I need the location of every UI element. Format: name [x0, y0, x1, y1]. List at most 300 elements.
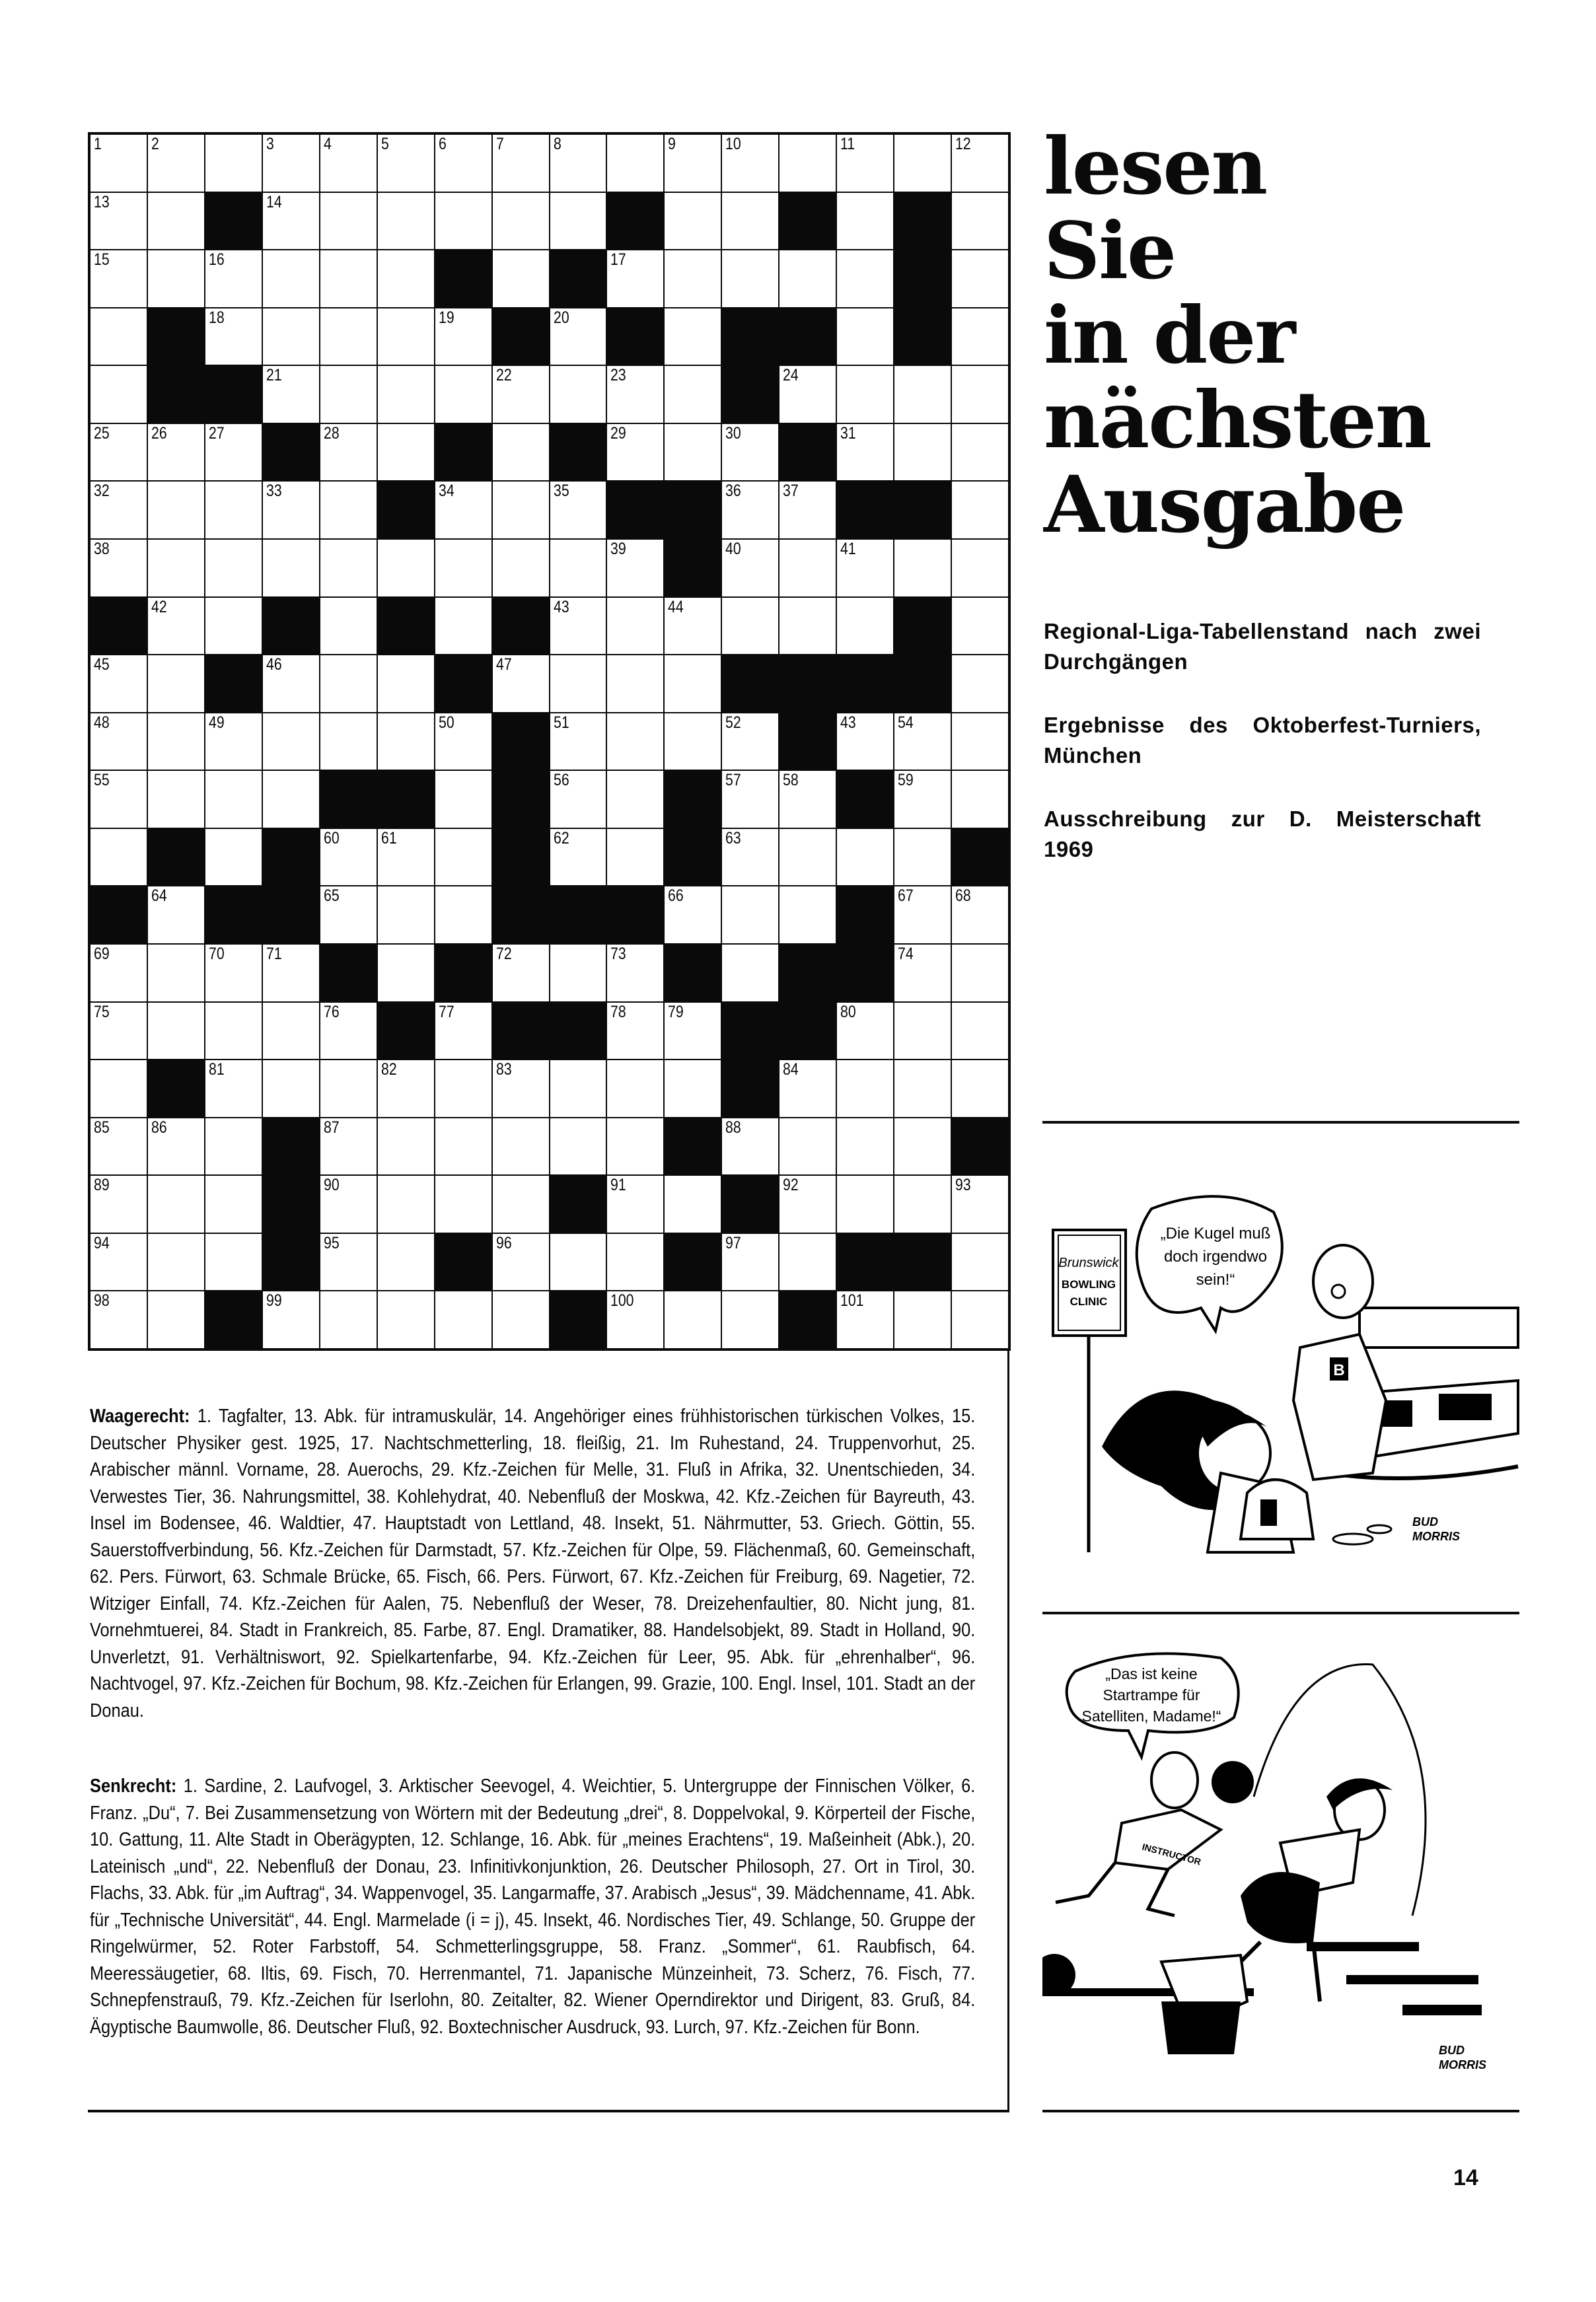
cell-number: 71 [266, 944, 282, 963]
crossword-cell [320, 135, 377, 192]
crossword-black-cell [665, 771, 721, 828]
crossword-cell [91, 713, 147, 770]
crossword-cell [722, 540, 778, 596]
crossword-cell [493, 193, 549, 250]
crossword-cell [665, 308, 721, 365]
crossword-cell [435, 482, 491, 538]
crossword-cell [378, 366, 434, 423]
cell-number: 46 [266, 655, 282, 674]
crossword-cell [894, 1118, 951, 1175]
crossword-black-cell [205, 886, 262, 943]
crossword-black-cell [148, 308, 204, 365]
crossword-cell [148, 713, 204, 770]
crossword-cell [952, 1291, 1008, 1348]
crossword-cell [263, 308, 319, 365]
crossword-cell [837, 366, 893, 423]
cell-number: 52 [725, 713, 741, 732]
cell-number: 84 [783, 1060, 799, 1079]
crossword-cell [493, 366, 549, 423]
crossword-black-cell [263, 424, 319, 481]
crossword-cell [320, 366, 377, 423]
crossword-cell [378, 1060, 434, 1117]
crossword-cell [550, 482, 606, 538]
cell-number: 99 [266, 1291, 282, 1311]
crossword-cell [91, 193, 147, 250]
crossword-cell [320, 193, 377, 250]
cell-number: 32 [94, 482, 110, 501]
cell-number: 37 [783, 482, 799, 501]
crossword-cell [205, 135, 262, 192]
speech-line: Startrampe für [1103, 1686, 1200, 1704]
crossword-cell [378, 1234, 434, 1291]
cell-number: 16 [208, 250, 225, 270]
crossword-black-cell [722, 1003, 778, 1060]
crossword-cell [837, 135, 893, 192]
cell-number: 68 [955, 886, 971, 906]
crossword-cell [263, 482, 319, 538]
cell-number: 23 [610, 366, 627, 385]
crossword-black-cell [607, 193, 663, 250]
crossword-black-cell [550, 1291, 606, 1348]
crossword-cell [91, 135, 147, 192]
crossword-cell [780, 135, 836, 192]
crossword-cell [91, 540, 147, 596]
crossword-cell [952, 250, 1008, 307]
crossword-cell [550, 540, 606, 596]
crossword-cell [952, 598, 1008, 655]
crossword-black-cell [780, 1003, 836, 1060]
crossword-black-cell [493, 598, 549, 655]
cell-number: 9 [668, 135, 676, 153]
crossword-cell [780, 1176, 836, 1233]
crossword-cell [894, 945, 951, 1001]
cartoon-rule [1042, 1121, 1519, 1124]
crossword-cell [607, 540, 663, 596]
cartoon-instructor [1042, 1632, 1519, 2087]
speech-line: „Die Kugel muß [1160, 1225, 1271, 1242]
clues-down [90, 1773, 975, 2040]
cell-number: 54 [898, 713, 914, 732]
cell-number: 97 [725, 1233, 741, 1252]
crossword-black-cell [205, 366, 262, 423]
crossword-grid [88, 132, 1011, 1351]
crossword-black-cell [894, 655, 951, 712]
speech-line: sein!“ [1196, 1271, 1235, 1289]
cell-number: 81 [208, 1060, 225, 1079]
crossword-cell [205, 482, 262, 538]
crossword-black-cell [148, 366, 204, 423]
crossword-cell [607, 135, 663, 192]
crossword-cell [952, 366, 1008, 423]
crossword-black-cell [665, 1118, 721, 1175]
cell-number: 51 [553, 713, 569, 732]
crossword-black-cell [263, 598, 319, 655]
clues-across-label: Waagerecht: [90, 1406, 190, 1427]
crossword-cell [205, 1003, 262, 1060]
crossword-cell [894, 540, 951, 596]
crossword-black-cell [205, 655, 262, 712]
crossword-cell [665, 424, 721, 481]
crossword-cell [665, 655, 721, 712]
crossword-cell [607, 250, 663, 307]
crossword-cell [320, 250, 377, 307]
crossword-cell [378, 829, 434, 886]
cell-number: 89 [94, 1176, 110, 1195]
crossword-cell [952, 482, 1008, 538]
crossword-black-cell [378, 482, 434, 538]
crossword-black-cell [894, 482, 951, 538]
crossword-cell [607, 655, 663, 712]
cell-number: 43 [840, 713, 856, 732]
crossword-cell [607, 1003, 663, 1060]
preview-item: Ausschreibung zur D. Meisterschaft 1969 [1044, 807, 1481, 861]
crossword-cell [378, 1291, 434, 1348]
crossword-cell [263, 655, 319, 712]
cell-number: 101 [840, 1291, 864, 1311]
cell-number: 44 [668, 597, 684, 616]
cell-number: 15 [94, 250, 110, 270]
crossword-cell [894, 1176, 951, 1233]
crossword-cell [493, 424, 549, 481]
cell-number: 94 [94, 1233, 110, 1252]
crossword-cell [320, 713, 377, 770]
crossword-cell [607, 713, 663, 770]
crossword-cell [665, 1291, 721, 1348]
crossword-cell [952, 1176, 1008, 1233]
crossword-black-cell [665, 482, 721, 538]
crossword-black-cell [378, 771, 434, 828]
crossword-black-cell [550, 250, 606, 307]
crossword-cell [91, 1003, 147, 1060]
cell-number: 35 [553, 482, 569, 501]
crossword-cell [378, 1176, 434, 1233]
crossword-cell [263, 1003, 319, 1060]
cell-number: 49 [208, 713, 225, 732]
crossword-cell [722, 482, 778, 538]
crossword-cell [952, 771, 1008, 828]
crossword-cell [493, 250, 549, 307]
cell-number: 26 [151, 423, 167, 443]
cell-number: 47 [495, 655, 512, 674]
crossword-cell [378, 424, 434, 481]
crossword-cell [148, 655, 204, 712]
cell-number: 25 [94, 423, 110, 443]
cell-number: 27 [208, 423, 225, 443]
cell-number: 5 [381, 135, 389, 153]
crossword-cell [91, 771, 147, 828]
crossword-black-cell [780, 1291, 836, 1348]
bowling-ball-icon [1212, 1761, 1254, 1803]
crossword-cell [205, 250, 262, 307]
crossword-cell [665, 598, 721, 655]
crossword-cell [780, 1060, 836, 1117]
crossword-cell [952, 135, 1008, 192]
crossword-cell [780, 771, 836, 828]
crossword-cell [607, 771, 663, 828]
crossword-cell [780, 1234, 836, 1291]
cell-number: 6 [438, 135, 447, 153]
crossword-cell [378, 886, 434, 943]
cell-number: 65 [323, 886, 340, 906]
crossword-cell [320, 482, 377, 538]
crossword-cell [722, 135, 778, 192]
crossword-cell [91, 655, 147, 712]
crossword-cell [952, 713, 1008, 770]
cell-number: 64 [151, 886, 167, 906]
crossword-cell [263, 1060, 319, 1117]
crossword-black-cell [952, 829, 1008, 886]
crossword-cell [435, 1060, 491, 1117]
crossword-black-cell [894, 250, 951, 307]
crossword-cell [263, 250, 319, 307]
crossword-black-cell [837, 945, 893, 1001]
cell-number: 50 [438, 713, 454, 732]
crossword-cell [722, 1118, 778, 1175]
cell-number: 10 [725, 135, 741, 153]
crossword-cell [894, 771, 951, 828]
cell-number: 80 [840, 1002, 856, 1021]
crossword-cell [148, 886, 204, 943]
crossword-cell [320, 1003, 377, 1060]
crossword-cell [320, 829, 377, 886]
cell-number: 11 [840, 135, 855, 153]
crossword-black-cell [91, 886, 147, 943]
crossword-cell [780, 366, 836, 423]
cell-number: 59 [898, 771, 914, 790]
crossword-cell [550, 308, 606, 365]
crossword-cell [435, 771, 491, 828]
crossword-cell [378, 135, 434, 192]
sign-line: CLINIC [1070, 1295, 1108, 1308]
crossword-black-cell [435, 424, 491, 481]
crossword-cell [148, 135, 204, 192]
crossword-cell [607, 366, 663, 423]
crossword-cell [205, 424, 262, 481]
cell-number: 60 [323, 828, 340, 847]
cell-number: 82 [381, 1060, 397, 1079]
crossword-cell [91, 1176, 147, 1233]
crossword-cell [205, 1176, 262, 1233]
signature: BUD [1439, 2044, 1465, 2057]
signature: MORRIS [1412, 1530, 1460, 1543]
cell-number: 31 [840, 423, 856, 443]
crossword-cell [263, 366, 319, 423]
crossword-cell [435, 1291, 491, 1348]
sign-line: BOWLING [1061, 1278, 1116, 1291]
crossword-black-cell [722, 655, 778, 712]
cell-number: 73 [610, 944, 627, 963]
crossword-black-cell [493, 713, 549, 770]
crossword-black-cell [263, 1118, 319, 1175]
signature: BUD [1412, 1515, 1438, 1529]
crossword-cell [837, 424, 893, 481]
crossword-cell [837, 1003, 893, 1060]
cell-number: 62 [553, 828, 569, 847]
preview-headline [1044, 120, 1431, 550]
crossword-cell [148, 771, 204, 828]
crossword-cell [780, 1118, 836, 1175]
crossword-cell [320, 1118, 377, 1175]
crossword-cell [148, 1003, 204, 1060]
headline-line: Sie [1044, 205, 1176, 297]
crossword-cell [894, 886, 951, 943]
crossword-black-cell [665, 1234, 721, 1291]
crossword-cell [952, 1060, 1008, 1117]
cartoon-rule [1042, 1612, 1519, 1614]
crossword-cell [722, 1234, 778, 1291]
crossword-black-cell [493, 886, 549, 943]
crossword-black-cell [837, 771, 893, 828]
crossword-cell [607, 829, 663, 886]
crossword-cell [952, 424, 1008, 481]
cell-number: 13 [94, 192, 110, 211]
signature: MORRIS [1439, 2058, 1486, 2071]
clues-down-text: 1. Sardine, 2. Laufvogel, 3. Arktischer Seevogel, 4. Weichtier, 5. Untergruppe der Finnischen Völker, 6. Franz. „Du“, 7. Bei Zusammensetzung von Wörtern mit der Bedeutung „drei“, 8. Doppelvokal, 9. Körperteil der Fische, 10. Gattung, 11. Alte Stadt in Oberägypten, 12. Schlange, 16. Abk. für „meines Erachtens“, 19. Maßeinheit (Abk.), 20. Lateinisch „und“, 22. Nebenfluß der Donau, 23. Infinitivkonjunktion, 26. Deutscher Philosoph, 27. Ort in Tirol, 30. Flachs, 33. Abk. für „im Auftrag“, 34. Wappenvogel, 35. Langarmaffe, 37. Arabisch „Jesus“, 39. Mädchenname, 41. Abk. für „Technische Universität“, 44. Engl. Marmelade (i = j), 45. Insekt, 46. Nordisches Tier, 49. Schlange, 50. Gruppe der Ringelwürmer, 52. Roter Farbstoff, 54. Schmetterlingsgruppe, 58. Franz. „Sommer“, 61. Raubfisch, 64. Meeressäugetier, 68. Iltis, 69. Fisch, 70. Herrenmantel, 71. Japanische Münzeinheit, 73. Scherz, 76. Fisch, 77. Schnepfenstrauß, 79. Kfz.-Zeichen für Iserlohn, 80. Zeitalter, 82. Wiener Operndirektor und Dirigent, 83. Gruß, 84. Ägyptische Baumwolle, 86. Deutscher Fluß, 92. Boxtechnischer Ausdruck, 93. Lurch, 97. Kfz.-Zeichen für Bonn. [90, 1776, 976, 2038]
crossword-cell [91, 829, 147, 886]
crossword-black-cell [378, 598, 434, 655]
cell-number: 38 [94, 539, 110, 558]
cell-number: 79 [668, 1002, 684, 1021]
crossword-cell [148, 1291, 204, 1348]
crossword-black-cell [780, 713, 836, 770]
column-divider [1007, 1351, 1009, 2112]
crossword-black-cell [837, 1234, 893, 1291]
crossword-cell [91, 1291, 147, 1348]
crossword-cell [665, 366, 721, 423]
crossword-cell [607, 945, 663, 1001]
crossword-cell [722, 250, 778, 307]
crossword-cell [493, 1118, 549, 1175]
crossword-cell [607, 1118, 663, 1175]
crossword-black-cell [780, 424, 836, 481]
crossword-cell [148, 598, 204, 655]
crossword-cell [837, 713, 893, 770]
crossword-cell [894, 424, 951, 481]
crossword-black-cell [780, 193, 836, 250]
crossword-cell [665, 135, 721, 192]
cell-number: 77 [438, 1002, 454, 1021]
crossword-cell [780, 886, 836, 943]
crossword-cell [837, 540, 893, 596]
crossword-cell [148, 1234, 204, 1291]
crossword-cell [493, 540, 549, 596]
crossword-cell [435, 366, 491, 423]
cell-number: 69 [94, 944, 110, 963]
crossword-cell [493, 1060, 549, 1117]
crossword-black-cell [91, 598, 147, 655]
crossword-black-cell [205, 1291, 262, 1348]
crossword-cell [665, 193, 721, 250]
crossword-cell [378, 1118, 434, 1175]
crossword-cell [722, 945, 778, 1001]
cartoon-bowling-clinic [1042, 1182, 1519, 1565]
cell-number: 8 [553, 135, 562, 153]
crossword-black-cell [148, 1060, 204, 1117]
crossword-black-cell [722, 308, 778, 365]
cell-number: 70 [208, 944, 225, 963]
crossword-cell [780, 482, 836, 538]
crossword-cell [435, 1118, 491, 1175]
crossword-black-cell [722, 1060, 778, 1117]
cell-number: 17 [610, 250, 627, 270]
crossword-black-cell [320, 945, 377, 1001]
crossword-cell [493, 1176, 549, 1233]
headline-line: nächsten [1044, 374, 1431, 466]
crossword-cell [148, 945, 204, 1001]
crossword-cell [550, 771, 606, 828]
crossword-cell [952, 308, 1008, 365]
crossword-cell [952, 886, 1008, 943]
cell-number: 67 [898, 886, 914, 906]
cell-number: 91 [610, 1176, 627, 1195]
crossword-cell [435, 540, 491, 596]
crossword-cell [722, 598, 778, 655]
crossword-black-cell [607, 886, 663, 943]
cell-number: 40 [725, 539, 741, 558]
cell-number: 57 [725, 771, 741, 790]
crossword-black-cell [665, 945, 721, 1001]
crossword-black-cell [493, 771, 549, 828]
crossword-cell [148, 540, 204, 596]
crossword-cell [493, 135, 549, 192]
cell-number: 100 [610, 1291, 634, 1311]
crossword-cell [665, 1176, 721, 1233]
cell-number: 34 [438, 482, 454, 501]
cell-number: 48 [94, 713, 110, 732]
cell-number: 83 [495, 1060, 512, 1079]
crossword-black-cell [894, 308, 951, 365]
cell-number: 87 [323, 1118, 340, 1137]
cell-number: 19 [438, 308, 454, 327]
crossword-cell [91, 1060, 147, 1117]
crossword-cell [91, 945, 147, 1001]
crossword-black-cell [263, 1234, 319, 1291]
cell-number: 63 [725, 828, 741, 847]
crossword-cell [435, 713, 491, 770]
cartoon-rule [1042, 2110, 1519, 2112]
cell-number: 92 [783, 1176, 799, 1195]
crossword-cell [205, 1060, 262, 1117]
crossword-cell [435, 308, 491, 365]
crossword-cell [837, 1060, 893, 1117]
cell-number: 4 [323, 135, 332, 153]
crossword-cell [722, 424, 778, 481]
crossword-cell [607, 1176, 663, 1233]
crossword-black-cell [665, 829, 721, 886]
crossword-cell [320, 308, 377, 365]
crossword-cell [435, 886, 491, 943]
crossword-cell [780, 829, 836, 886]
cell-number: 33 [266, 482, 282, 501]
crossword-cell [205, 1234, 262, 1291]
sign-brand: Brunswick [1058, 1256, 1119, 1270]
crossword-cell [894, 135, 951, 192]
cell-number: 22 [495, 366, 512, 385]
cell-number: 95 [323, 1233, 340, 1252]
cell-number: 56 [553, 771, 569, 790]
crossword-cell [91, 1234, 147, 1291]
crossword-cell [435, 193, 491, 250]
crossword-black-cell [435, 1234, 491, 1291]
crossword-black-cell [780, 655, 836, 712]
crossword-cell [665, 886, 721, 943]
crossword-cell [550, 598, 606, 655]
crossword-cell [435, 1176, 491, 1233]
crossword-cell [837, 250, 893, 307]
crossword-cell [263, 540, 319, 596]
headline-line: Ausgabe [1044, 458, 1405, 550]
crossword-cell [205, 1118, 262, 1175]
